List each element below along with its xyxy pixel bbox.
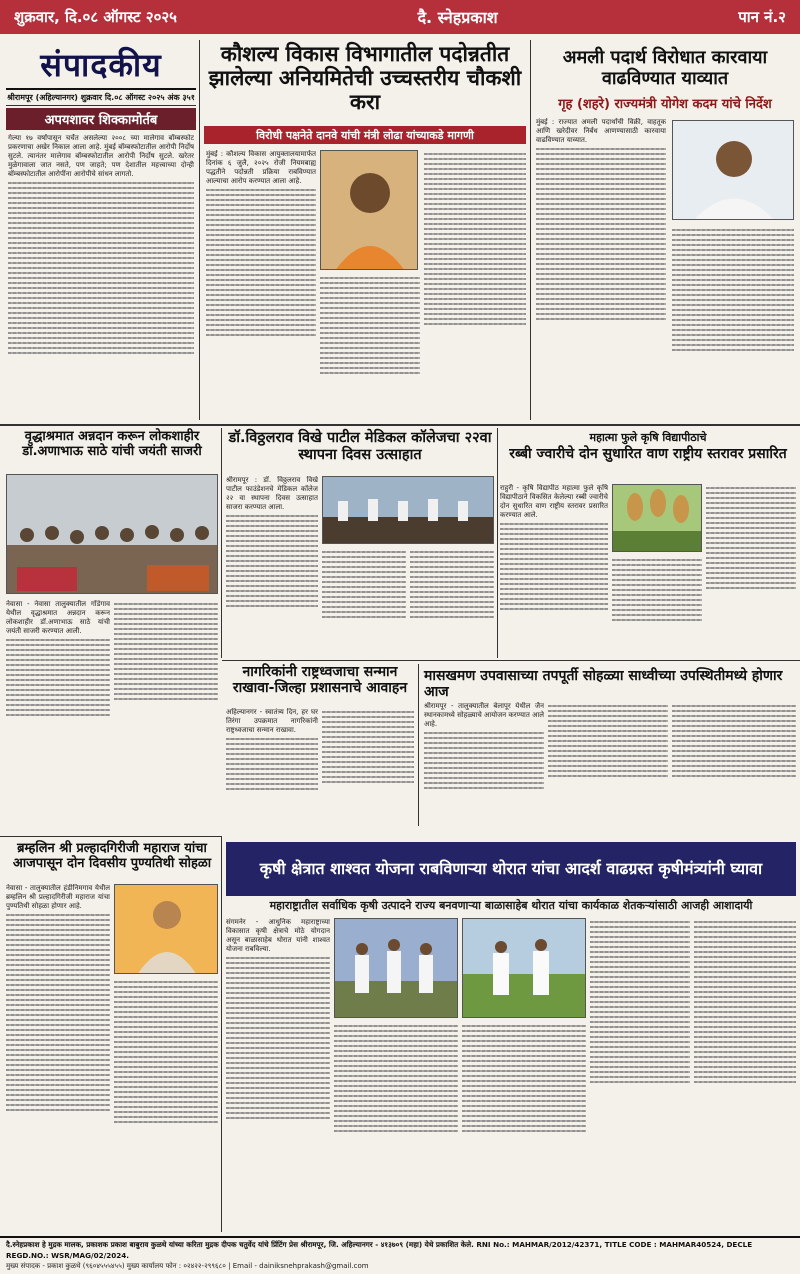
article4-col3 [410,548,494,656]
article9-col5 [694,918,796,1228]
editorial-title: संपादकीय [40,45,162,84]
article4-headline: डॉ.विठ्ठलराव विखे पाटील मेडिकल कॉलेजचा २२वा स्थापना दिवस उत्साहात [228,430,492,463]
article1-col2 [320,274,420,410]
contact-line: मुख्य संपादक - प्रकाश कुळथे (९६०४५५५४५५) मुख्य कार्यालय फोन : ०२४२२-२९९६८० | Email - dainiksnehprakash@gmail.com [6,1262,369,1270]
article2-col1 [536,118,666,418]
minister-photo [320,150,418,270]
masthead-bar [0,0,800,34]
article4-lead: श्रीरामपूर : डॉ. विठ्ठलराव विखे पाटील फाउंडेशनचे मेडिकल कॉलेज २२ वा स्थापना दिवस उत्साहात साजरा करण्यात आला. [226,476,318,511]
article3-lead: नेवासा - नेवासा तालुक्यातील गोंडेगाव येथील वृद्धाश्रमात अन्नदान करून लोकशाहीर डॉ.अणाभाऊ साठे यांची जयंती साजरी करण्यात आली. [6,600,110,635]
article9-col2 [334,1022,458,1228]
article4-photo [322,476,494,544]
editorial-section-title: अपयशावर शिक्कामोर्तब [6,108,196,130]
article7-col2 [548,702,668,826]
article3-col1 [6,600,110,750]
editorial-dateline: श्रीरामपूर (अहिल्यानगर) शुक्रवार दि.०८ ऑगस्ट २०२५ अंक ३५१ [6,92,196,106]
article1-strap: विरोधी पक्षनेते दानवे यांची मंत्री लोढा यांच्याकडे मागणी [204,126,526,144]
imprint-line: दै.स्नेहप्रकाश हे मुद्रक मालक, प्रकाशक प्रकाश बाबुराव कुळथे यांच्या करिता मुद्रक दीपक चतुर्वेद यांचे प्रिंटिंग प्रेस श्रीरामपूर, जि. अहिल्यानगर - ४१३७०९ (महा) येथे प्रकाशित केले. RNI No.: MAHMAR/2012/42371, TITLE CODE : MAHMAR40524, DECLE REGD.NO.: WSR/MAG/02/2024. [0,1236,800,1260]
article4-col2 [322,548,406,656]
article8-col1 [6,884,110,1224]
article2-strap: गृह (शहरे) राज्यमंत्री योगेश कदम यांचे निर्देश [558,97,772,112]
article7-lead: श्रीरामपूर - तालुक्यातील बेलापूर येथील जैन स्थानकामध्ये सोहळ्याचे आयोजन करण्यात आले आहे. [424,702,544,728]
article5-headline: रब्बी ज्वारीचे दोन सुधारित वाण राष्ट्रीय स्तरावर प्रसारित [509,446,787,462]
thorat-photo-2 [462,918,586,1018]
article1-lead: मुंबई : कौशल्य विकास आयुक्तालयामार्फत दिनांक ६ जुलै, २०२५ रोजी नियमबाह्य पद्धतीने पदोन्नती प्रक्रिया राबविण्यात आल्याचा आरोप करण्यात आला आहे. [206,150,316,185]
article3-photo [6,474,218,594]
article7-col3 [672,702,796,826]
article2-headline: अमली पदार्थ विरोधात कारवाया वाढविण्यात याव्यात [562,47,768,89]
article7-col1 [424,702,544,826]
editorial-body [8,134,194,414]
article3-col2 [114,600,218,750]
page-number: पान नं.२ [738,8,786,26]
article5-col2 [612,556,702,660]
article7-headline: मासखमण उपवासाच्या तपपूर्ती सोहळ्या साध्वीच्या उपस्थितीमध्ये होणार आज [424,668,783,701]
article5-kicker: महात्मा फुले कृषि विद्यापीठाचे [589,431,707,444]
saint-photo [114,884,218,974]
article9-col1 [226,918,330,1228]
article5-lead: राहुरी - कृषि विद्यापीठ महात्मा फुले कृषि विद्यापीठाने विकसित केलेल्या रब्बी ज्वारीचे दोन सुधारित वाण राष्ट्रीय स्तरावर प्रसारित करण्यात आले. [500,484,608,519]
article1-headline: कौशल्य विकास विभागातील पदोन्नतीत झालेल्या अनियमितेची उच्चस्तरीय चौकशी करा [208,42,522,115]
issue-date: शुक्रवार, दि.०८ ऑगस्ट २०२५ [14,8,177,26]
article6-headline: नागरिकांनी राष्ट्रध्वजाचा सन्मान राखावा-जिल्हा प्रशासनाचे आवाहन [232,664,408,697]
thorat-photo-1 [334,918,458,1018]
article2-col2 [672,226,794,418]
paper-name: दै. स्नेहप्रकाश [417,8,498,27]
article9-col4 [590,918,690,1228]
editorial-title-block [6,40,196,90]
article1-col1 [206,150,316,410]
article2-lead: मुंबई : राज्यात अमली पदार्थांची विक्री, वाहतूक आणि खरेदीवर निर्बंध आणण्यासाठी कारवाया वाढविण्यात याव्यात. [536,118,666,144]
article5-col3 [706,484,796,660]
editorial-text: गेल्या १७ वर्षांपासून चर्चेत असलेल्या २००८ च्या मालेगाव बॉम्बस्फोट प्रकरणाचा अखेर निकाल आला आहे. मुंबई बॉम्बस्फोटातील आरोपी निर्दोष सुटले. त्यानंतर मालेगाव बॉम्बस्फोटातील आरोपी निर्दोष सुटले. खरेतर मुळेगावाला जात नसते, पण जाहते; पण देशातील महत्त्वाच्या दोन्ही बॉम्बस्फोटातील आरोपींना आरोपीचे सांधन लागतो. [8,134,194,178]
article5-col1 [500,484,608,660]
article3-headline: वृद्धाश्रमात अन्नदान करून लोकशाहीर डॉ.अणाभाऊ साठे यांची जयंती साजरी [22,429,202,459]
article9-col3 [462,1022,586,1228]
article1-col3 [424,150,526,410]
article9-strap: महाराष्ट्रातील सर्वाधिक कृषी उत्पादने राज्य बनवणाऱ्या बाळासाहेब थोरात यांचा कार्यकाळ शेतकऱ्यांसाठी आजही आशादायी [269,899,753,912]
article8-col2 [114,978,218,1224]
article6-col1 [226,708,318,828]
article9-lead: संगमनेर - आधुनिक महाराष्ट्राच्या विकासात कृषी क्षेत्राचे मोठे योगदान असून बाळासाहेब थोरात यांनी शाश्वत योजना राबविल्या. [226,918,330,953]
kadam-photo [672,120,794,220]
article6-lead: अहिल्यानगर - स्वातंत्र्य दिन, हर घर तिरंगा उपक्रमात नागरिकांनी राष्ट्रध्वजाचा सन्मान राखावा. [226,708,318,734]
article9-headline: कृषी क्षेत्रात शाश्वत योजना राबविणाऱ्या थोरात यांचा आदर्श वाढग्रस्त कृषीमंत्र्यांनी घ्यावा [226,842,796,896]
article8-headline: ब्रम्हलिन श्री प्रल्हादगिरीजी महाराज यांचा आजपासून दोन दिवसीय पुण्यतिथी सोहळा [12,841,212,871]
article4-col1 [226,476,318,656]
article8-lead: नेवासा - तालुक्यातील हंडीनिमगाव येथील ब्रम्हलिन श्री प्रल्हादगिरीजी महाराज यांचा पुण्यतिथी सोहळा होणार आहे. [6,884,110,910]
sorghum-photo [612,484,702,552]
article6-col2 [322,708,414,828]
